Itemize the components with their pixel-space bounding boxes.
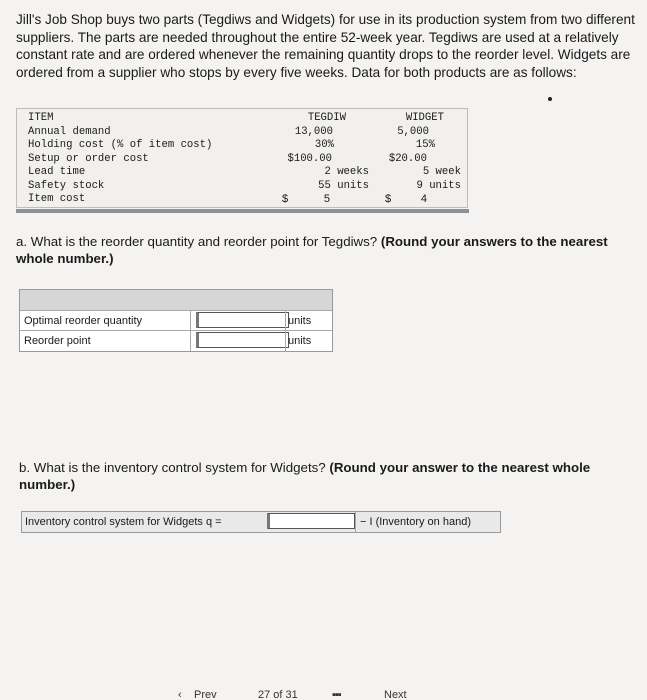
row-label: Lead time <box>28 166 86 178</box>
problem-intro: Jill's Job Shop buys two parts (Tegdiws and Widgets) for use in its production system from two different suppliers. The parts are needed throughout the entire 52-week year. Tegdiws are used at a relatively constant rate and are ordered whenever the remaining quantity drops to the reorder level. Widgets are ordered from a supplier who stops by every five weeks. Data for both products are as follows: <box>16 12 635 80</box>
row-label: Setup or order cost <box>28 152 149 165</box>
table-row <box>17 126 467 139</box>
tegdiw-value: 2 weeks <box>324 166 369 178</box>
answer-label: Reorder point <box>24 335 91 347</box>
question-b <box>19 459 629 493</box>
question-a-text: a. What is the reorder quantity and reorder point for Tegdiws? <box>16 234 381 249</box>
tegdiw-value: 55 units <box>318 179 369 192</box>
cell-divider <box>190 331 191 351</box>
chevron-left-icon: ‹ <box>178 690 182 700</box>
tegdiw-value: 13,000 <box>294 125 333 138</box>
widget-value: 5,000 <box>397 125 429 138</box>
widgets-q-input[interactable] <box>267 513 355 529</box>
answer-row-reorder-point <box>20 330 332 351</box>
pagination-footer <box>0 690 647 700</box>
header-widget: WIDGET <box>405 112 444 124</box>
unit-label: units <box>285 311 335 331</box>
widget-value: 4 <box>420 193 427 205</box>
table-header-row <box>17 112 467 125</box>
widget-value: $20.00 <box>388 152 427 165</box>
data-table <box>16 108 468 208</box>
question-b-instruction: (Round your answer to the nearest whole number.) <box>19 460 591 492</box>
table-row <box>17 180 467 193</box>
reorder-point-input[interactable] <box>196 332 289 348</box>
prev-button[interactable]: Prev <box>194 690 217 700</box>
tegdiw-value: 30% <box>314 139 334 151</box>
decorative-dot <box>548 97 552 101</box>
page-indicator: 27 of 31 <box>258 690 298 700</box>
answer-row-reorder-quantity <box>20 310 332 331</box>
cell-divider <box>190 311 191 331</box>
table-row <box>17 153 467 166</box>
table-row <box>17 139 467 152</box>
widget-value: 9 units <box>416 179 461 192</box>
row-label: Annual demand <box>28 125 111 138</box>
tegdiw-value: 5 <box>323 193 330 205</box>
inventory-on-hand-label: − I (Inventory on hand) <box>355 512 471 532</box>
question-a-instruction: (Round your answers to the nearest whole number.) <box>16 234 608 266</box>
table-row <box>17 166 467 179</box>
widget-value: 5 week <box>422 166 461 178</box>
row-label: Item cost <box>28 193 86 205</box>
unit-label: units <box>285 331 335 351</box>
grid-icon[interactable]: ▪▪▪ <box>332 690 341 700</box>
table-row <box>17 193 467 206</box>
row-label: Holding cost (% of item cost) <box>28 139 213 151</box>
reorder-quantity-input[interactable] <box>196 312 289 328</box>
question-a <box>16 233 626 267</box>
widget-dollar-sign: $ <box>385 193 392 205</box>
tegdiw-dollar-sign: $ <box>282 193 289 205</box>
header-item: ITEM <box>28 112 54 124</box>
answer-label: Optimal reorder quantity <box>24 315 142 327</box>
question-b-text: b. What is the inventory control system for Widgets? <box>19 460 330 475</box>
next-button[interactable]: Next <box>384 690 407 700</box>
table-bottom-bar <box>16 209 469 213</box>
tegdiw-value: $100.00 <box>287 152 332 165</box>
answer-table-a <box>19 289 333 352</box>
inventory-control-row <box>21 511 501 533</box>
widget-value: 15% <box>415 139 435 151</box>
header-tegdiw: TEGDIW <box>307 112 346 124</box>
row-label: Safety stock <box>28 179 105 192</box>
inventory-control-label: Inventory control system for Widgets q = <box>25 516 222 528</box>
